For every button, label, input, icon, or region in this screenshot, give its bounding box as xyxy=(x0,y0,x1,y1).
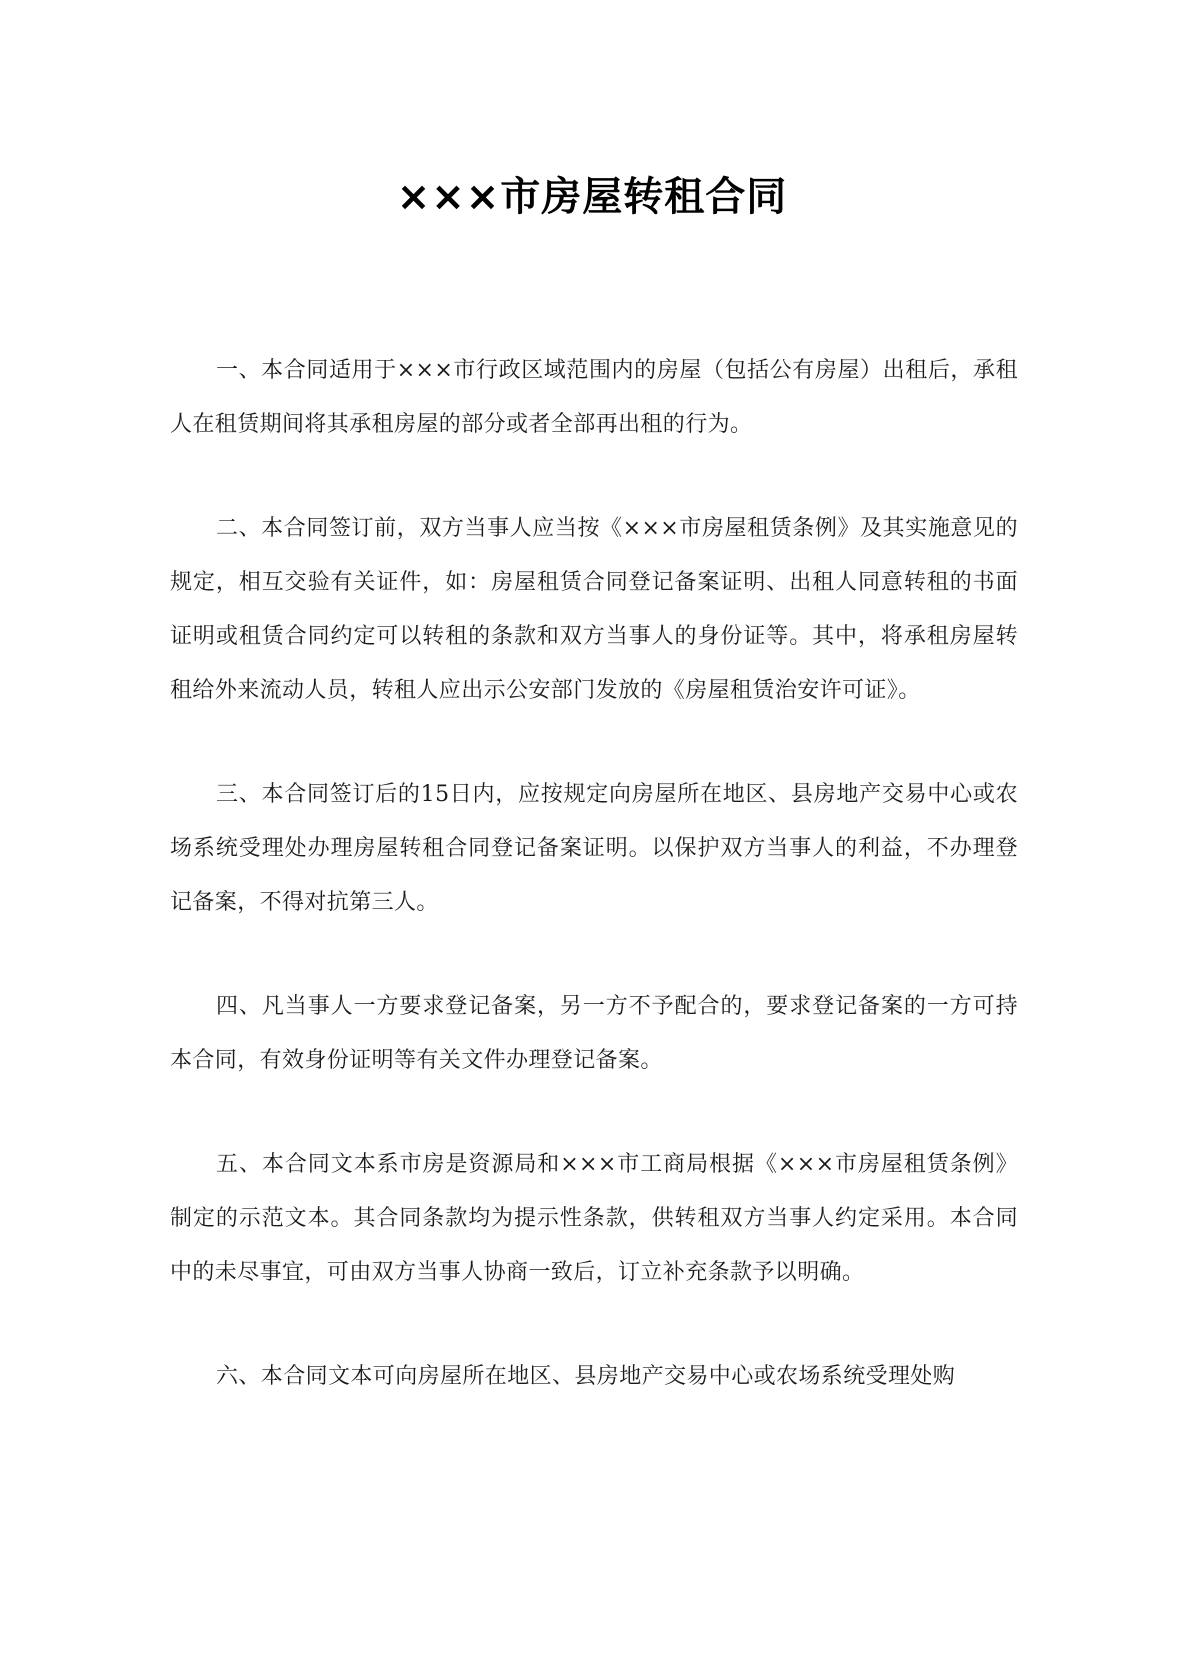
clause-5-paragraph: 五、本合同文本系市房是资源局和×××市工商局根据《×××市房屋租赁条例》制定的示范文本。其合同条款均为提示性条款，供转租双方当事人约定采用。本合同中的未尽事宜，可由双方当事人协商一致后，订立补充条款予以明确。 xyxy=(170,1152,1018,1285)
document-body xyxy=(170,344,1018,1404)
clause-3-paragraph: 三、本合同签订后的15日内，应按规定向房屋所在地区、县房地产交易中心或农场系统受理处办理房屋转租合同登记备案证明。以保护双方当事人的利益，不办理登记备案，不得对抗第三人。 xyxy=(170,782,1018,915)
clause-4-paragraph: 四、凡当事人一方要求登记备案，另一方不予配合的，要求登记备案的一方可持本合同，有效身份证明等有关文件办理登记备案。 xyxy=(170,994,1018,1073)
clause-2-paragraph: 二、本合同签订前，双方当事人应当按《×××市房屋租赁条例》及其实施意见的规定，相互交验有关证件，如：房屋租赁合同登记备案证明、出租人同意转租的书面证明或租赁合同约定可以转租的条款和双方当事人的身份证等。其中，将承租房屋转租给外来流动人员，转租人应出示公安部门发放的《房屋租赁治安许可证》。 xyxy=(170,516,1018,703)
document-title: ×××市房屋转租合同 xyxy=(396,173,788,220)
clause-1-paragraph: 一、本合同适用于×××市行政区域范围内的房屋（包括公有房屋）出租后，承租人在租赁期间将其承租房屋的部分或者全部再出租的行为。 xyxy=(170,358,1018,437)
clause-6-paragraph: 六、本合同文本可向房屋所在地区、县房地产交易中心或农场系统受理处购 xyxy=(216,1364,956,1389)
